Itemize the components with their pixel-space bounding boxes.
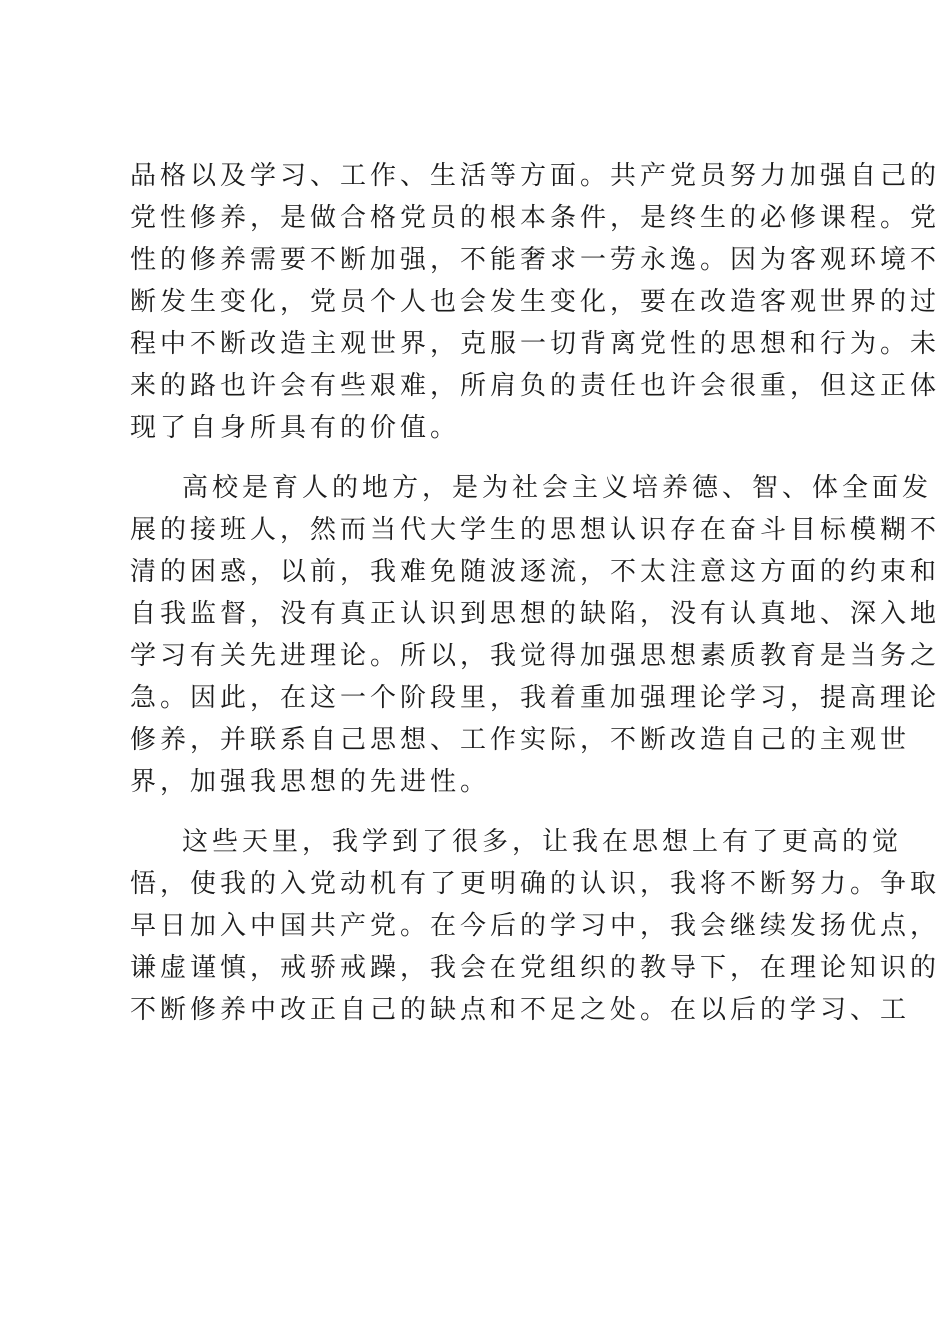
text-line: 界，加强我思想的先进性。 [130, 767, 491, 797]
text-line: 品格以及学习、工作、生活等方面。共产党员努力加强自己的 [130, 161, 941, 191]
text-line: 高校是育人的地方，是为社会主义培养德、智、体全面发 [182, 473, 933, 503]
text-line: 自我监督，没有真正认识到思想的缺陷，没有认真地、深入地 [130, 599, 941, 629]
text-line: 修养，并联系自己思想、工作实际，不断改造自己的主观世 [130, 725, 911, 755]
text-line: 悟，使我的入党动机有了更明确的认识，我将不断努力。争取 [130, 869, 941, 899]
paragraph-2 [130, 467, 941, 803]
text-line: 早日加入中国共产党。在今后的学习中，我会继续发扬优点， [130, 911, 941, 941]
document-body [130, 155, 941, 1049]
text-line: 性的修养需要不断加强，不能奢求一劳永逸。因为客观环境不 [130, 245, 941, 275]
text-line: 断发生变化，党员个人也会发生变化，要在改造客观世界的过 [130, 287, 941, 317]
paragraph-3 [130, 821, 941, 1031]
text-line: 急。因此，在这一个阶段里，我着重加强理论学习，提高理论 [130, 683, 941, 713]
text-line: 展的接班人，然而当代大学生的思想认识存在奋斗目标模糊不 [130, 515, 941, 545]
paragraph-1 [130, 155, 941, 449]
text-line: 来的路也许会有些艰难，所肩负的责任也许会很重，但这正体 [130, 371, 941, 401]
text-line: 谦虚谨慎，戒骄戒躁，我会在党组织的教导下，在理论知识的 [130, 953, 941, 983]
text-line: 清的困惑，以前，我难免随波逐流，不太注意这方面的约束和 [130, 557, 941, 587]
text-line: 这些天里，我学到了很多，让我在思想上有了更高的觉 [182, 827, 903, 857]
text-line: 程中不断改造主观世界，克服一切背离党性的思想和行为。未 [130, 329, 941, 359]
text-line: 学习有关先进理论。所以，我觉得加强思想素质教育是当务之 [130, 641, 941, 671]
text-line: 不断修养中改正自己的缺点和不足之处。在以后的学习、工 [130, 995, 911, 1025]
text-line: 现了自身所具有的价值。 [130, 413, 461, 443]
text-line: 党性修养，是做合格党员的根本条件，是终生的必修课程。党 [130, 203, 941, 233]
